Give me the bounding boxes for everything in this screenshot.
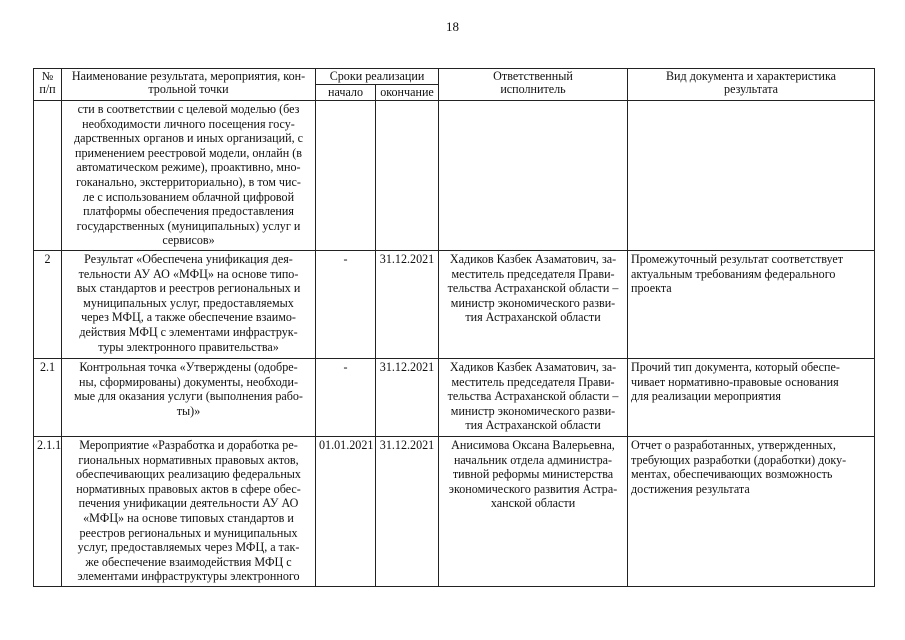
row-num: 2.1.1 [34,437,62,587]
table-row [34,359,875,437]
row-document: Отчет о разработанных, утвержденных, требующих разработки (доработки) доку- ментах, обеспечивающих возможность достижения результата [628,437,875,587]
row-document: Промежуточный результат соответствует актуальным требованиям федерального проекта [628,251,875,359]
header-responsible: Ответственный исполнитель [439,69,628,101]
row-num: 2.1 [34,359,62,437]
row-num: 2 [34,251,62,359]
row-start: - [316,251,376,359]
row-end: 31.12.2021 [376,437,439,587]
row-name: Мероприятие «Разработка и доработка ре- гиональных нормативных правовых актов, обеспечивающих реализацию федеральных нормативных правовых актов в сфере обес- печения унификации деятельности АУ АО «МФЦ» на основе типовых стандартов и реестров региональных и муниципальных услуг, предоставляемых через МФЦ, а так- же обеспечение взаимодействия МФЦ с элементами инфраструктуры электронного [62,437,316,587]
row-end [376,101,439,251]
row-responsible: Хадиков Казбек Азаматович, за- меститель председателя Прави- тельства Астраханской области – министр экономического разви- тия Астраханской области [439,359,628,437]
implementation-plan-table [33,68,875,587]
page-number: 18 [446,19,459,34]
row-responsible: Хадиков Казбек Азаматович, за- меститель председателя Прави- тельства Астраханской области – министр экономического разви- тия Астраханской области [439,251,628,359]
row-num [34,101,62,251]
row-responsible: Анисимова Оксана Валерьевна, начальник отдела администра- тивной реформы министерства экономического развития Астра- ханской области [439,437,628,587]
table-header [34,69,875,101]
row-responsible [439,101,628,251]
table-row [34,251,875,359]
table-row [34,101,875,251]
row-start: - [316,359,376,437]
header-start: начало [316,85,376,101]
row-name: сти в соответствии с целевой моделью (без необходимости личного посещения госу- дарственных органов и иных организаций, с применением реестровой модели, онлайн (в автоматическом режиме), проактивно, мно- гоканально, экстерриториально), в том чис- ле с использованием облачной цифровой платформы обеспечения предоставления государственных (муниципальных) услуг и сервисов» [62,101,316,251]
header-end: окончание [376,85,439,101]
header-dates: Сроки реализации [316,69,439,85]
row-name: Результат «Обеспечена унификация дея- тельности АУ АО «МФЦ» на основе типо- вых стандартов и реестров региональных и муниципальных услуг, предоставляемых через МФЦ, а также обеспечение взаимо- действия МФЦ с элементами инфраструк- туры электронного правительства» [62,251,316,359]
row-document: Прочий тип документа, который обеспе- чивает нормативно-правовые основания для реализации мероприятия [628,359,875,437]
header-num: № п/п [34,69,62,101]
row-end: 31.12.2021 [376,359,439,437]
header-document: Вид документа и характеристика результата [628,69,875,101]
row-start [316,101,376,251]
row-document [628,101,875,251]
table-row [34,437,875,587]
row-start: 01.01.2021 [316,437,376,587]
header-name: Наименование результата, мероприятия, кон- трольной точки [62,69,316,101]
row-end: 31.12.2021 [376,251,439,359]
row-name: Контрольная точка «Утверждены (одобре- ны, сформированы) документы, необходи- мые для оказания услуги (выполнения рабо- ты)» [62,359,316,437]
